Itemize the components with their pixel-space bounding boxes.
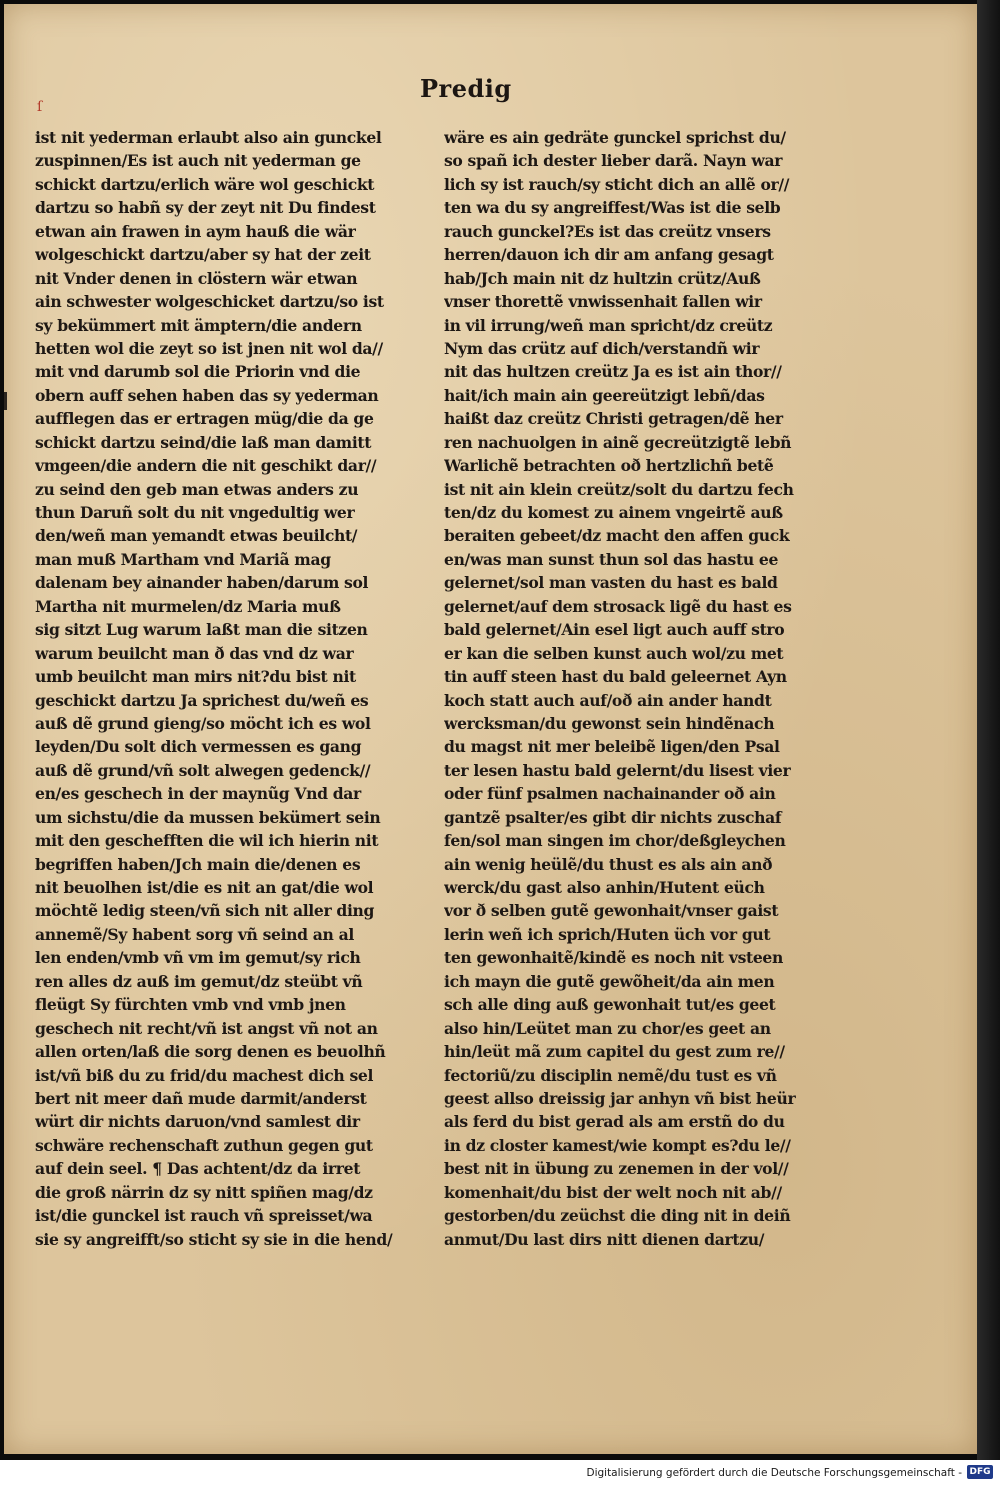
text-line: len enden/vmb vñ vm im gemut/sy rich [35,948,361,968]
rubric-mark: ſ [37,99,43,115]
text-line: ren nachuolgen in ainẽ gecreützigtẽ lebñ [444,432,792,452]
text-line: umb beuilcht man mirs nit?du bist nit [35,667,356,687]
text-line: lich sy ist rauch/sy sticht dich an allẽ or// [444,174,790,194]
text-line: tin auff steen hast du bald geleernet Ayn [444,667,787,687]
text-line: ain schwester wolgeschicket dartzu/so ist [35,292,384,312]
page-edge [977,0,1000,1460]
footer-credit: Digitalisierung gefördert durch die Deutsche Forschungsgemeinschaft - [586,1467,962,1479]
text-line: auß dẽ grund gieng/so möcht ich es wol [35,713,371,733]
left-text-column [35,126,428,1251]
text-line: Martha nit murmelen/dz Maria muß [35,596,341,616]
text-line: geschickt dartzu Ja sprichest du/weñ es [35,690,369,710]
running-head: Predig [420,74,512,103]
text-line: also hin/Leütet man zu chor/es geet an [444,1018,771,1038]
text-line: gelernet/auf dem strosack ligẽ du hast es [444,596,792,616]
text-line: oder fünf psalmen nachainander oð ain [444,784,776,804]
text-line: begriffen haben/Jch main die/denen es [35,854,361,874]
text-line: en/was man sunst thun sol das hastu ee [444,549,779,569]
text-line: Nym das crütz auf dich/verstandñ wir [444,338,760,358]
text-line: beraiten gebeet/dz macht den affen guck [444,526,790,546]
text-line: gelernet/sol man vasten du hast es bald [444,573,778,593]
text-line: sch alle ding auß gewonhait tut/es geet [444,995,776,1015]
text-line: komenhait/du bist der welt noch nit ab// [444,1182,782,1202]
text-line: anmut/Du last dirs nitt dienen dartzu/ [444,1229,765,1249]
text-line: ich mayn die gutẽ gewõheit/da ain men [444,971,775,991]
text-line: geest allso dreissig jar anhyn vñ bist heür [444,1088,796,1108]
text-line: hin/leüt mã zum capitel du gest zum re// [444,1042,785,1062]
text-line: koch statt auch auf/oð ain ander handt [444,690,772,710]
text-line: hait/ich main ain geereützigt lebñ/das [444,385,765,405]
text-line: man muß Martham vnd Mariã mag [35,549,331,569]
dfg-logo[interactable]: DFG [967,1465,993,1479]
text-line: möchtẽ ledig steen/vñ sich nit aller ding [35,901,375,921]
text-line: sie sy angreifft/so sticht sy sie in die hend/ [35,1229,393,1249]
text-line: vor ð selben gutẽ gewonhait/vnser gaist [444,901,779,921]
text-line: dartzu so habñ sy der zeyt nit Du findest [35,198,376,218]
text-line: lerin weñ ich sprich/Huten üch vor gut [444,924,771,944]
text-line: bert nit meer dañ mude darmit/anderst [35,1088,367,1108]
text-line: ist nit ain klein creütz/solt du dartzu fech [444,479,794,499]
text-line: würt dir nichts daruon/vnd samlest dir [35,1112,360,1132]
text-line: fleügt Sy fürchten vmb vnd vmb jnen [35,995,346,1015]
text-line: gantzẽ psalter/es gibt dir nichts zuschaf [444,807,782,827]
text-line: warum beuilcht man ð das vnd dz war [35,643,354,663]
text-line: er kan die selben kunst auch wol/zu met [444,643,784,663]
text-line: gestorben/du zeüchst die ding nit in deiñ [444,1206,791,1226]
text-line: vmgeen/die andern die nit geschikt dar// [35,456,377,476]
text-line: in vil irrung/weñ man spricht/dz creütz [444,315,773,335]
text-line: sy bekümmert mit ämptern/die andern [35,315,362,335]
text-line: ten wa du sy angreiffest/Was ist die selb [444,198,781,218]
text-line: ain wenig heülẽ/du thust es als ain anð [444,854,773,874]
text-line: herren/dauon ich dir am anfang gesagt [444,245,774,265]
text-line: schwäre rechenschaft zuthun gegen gut [35,1135,373,1155]
text-line: mit den geschefften die wil ich hierin nit [35,831,379,851]
text-line: zuspinnen/Es ist auch nit yederman ge [35,151,361,171]
text-line: geschech nit recht/vñ ist angst vñ not an [35,1018,378,1038]
text-line: auf dein seel. ¶ Das achtent/dz da irret [35,1159,361,1179]
text-line: wäre es ain gedräte gunckel sprichst du/ [444,128,786,147]
text-line: fectoriũ/zu disciplin nemẽ/du tust es vñ [444,1065,777,1085]
text-line: allen orten/laß die sorg denen es beuolhñ [35,1042,386,1062]
text-line: ten gewonhaitẽ/kindẽ es noch nit vsteen [444,948,783,968]
text-line: ten/dz du komest zu ainem vngeirtẽ auß [444,503,783,522]
text-line: vnser thorettẽ vnwissenhait fallen wir [444,292,762,312]
text-line: Warlichẽ betrachten oð hertzlichñ betẽ [444,456,774,476]
text-line: ter lesen hastu bald gelernt/du lisest vier [444,760,791,780]
text-line: um sichstu/die da mussen bekümert sein [35,807,381,827]
text-line: leyden/Du solt dich vermessen es gang [35,737,362,757]
text-line: ist/die gunckel ist rauch vñ spreisset/wa [35,1206,373,1226]
text-line: dalenam bey ainander haben/darum sol [35,573,369,593]
text-line: hetten wol die zeyt so ist jnen nit wol da// [35,338,383,358]
text-line: ist nit yederman erlaubt also ain gunckel [35,128,382,147]
text-line: wercksman/du gewonst sein hindẽnach [444,713,775,733]
text-line: fen/sol man singen im chor/deßgleychen [444,831,786,851]
text-line: die groß närrin dz sy nitt spiñen mag/dz [35,1182,373,1202]
text-line: nit Vnder denen in clöstern wär etwan [35,268,358,288]
text-line: als ferd du bist gerad als am erstñ do du [444,1112,785,1132]
text-line: en/es geschech in der maynũg Vnd dar [35,784,361,804]
text-line: den/weñ man yemandt etwas beuilcht/ [35,526,358,546]
text-line: ist/vñ biß du zu frid/du machest dich sel [35,1065,374,1085]
text-line: nit das hultzen creütz Ja es ist ain thor// [444,362,782,382]
text-line: wolgeschickt dartzu/aber sy hat der zeit [35,245,371,265]
text-line: so spañ ich dester lieber darã. Nayn war [444,151,783,171]
text-line: zu seind den geb man etwas anders zu [35,479,359,499]
text-line: schickt dartzu/erlich wäre wol geschickt [35,174,375,194]
right-text-column [444,126,837,1251]
text-line: hab/Jch main nit dz hultzin crütz/Auß [444,268,761,288]
text-line: auß dẽ grund/vñ solt alwegen gedenck// [35,760,371,780]
text-line: obern auff sehen haben das sy yederman [35,385,379,405]
text-line: du magst nit mer beleibẽ ligen/den Psal [444,737,780,757]
text-line: thun Daruñ solt du nit vngedultig wer [35,503,355,522]
text-line: werck/du gast also anhin/Hutent eüch [444,878,765,897]
text-line: schickt dartzu seind/die laß man damitt [35,432,372,452]
text-line: rauch gunckel?Es ist das creütz vnsers [444,221,771,241]
text-line: mit vnd darumb sol die Priorin vnd die [35,362,361,382]
text-line: best nit in übung zu zenemen in der vol// [444,1159,789,1179]
text-line: nit beuolhen ist/die es nit an gat/die wol [35,878,374,897]
text-line: ren alles dz auß im gemut/dz steübt vñ [35,971,363,991]
text-line: annemẽ/Sy habent sorg vñ seind an al [35,924,354,944]
text-line: bald gelernet/Ain esel ligt auch auff stro [444,620,785,640]
text-line: etwan ain frawen in aym hauß die wär [35,221,356,241]
text-line: aufflegen das er ertragen müg/die da ge [35,409,374,429]
text-line: sig sitzt Lug warum laßt man die sitzen [35,620,368,640]
text-line: in dz closter kamest/wie kompt es?du le// [444,1135,791,1155]
text-line: haißt daz creütz Christi getragen/dẽ her [444,409,783,429]
margin-mark [4,392,7,410]
